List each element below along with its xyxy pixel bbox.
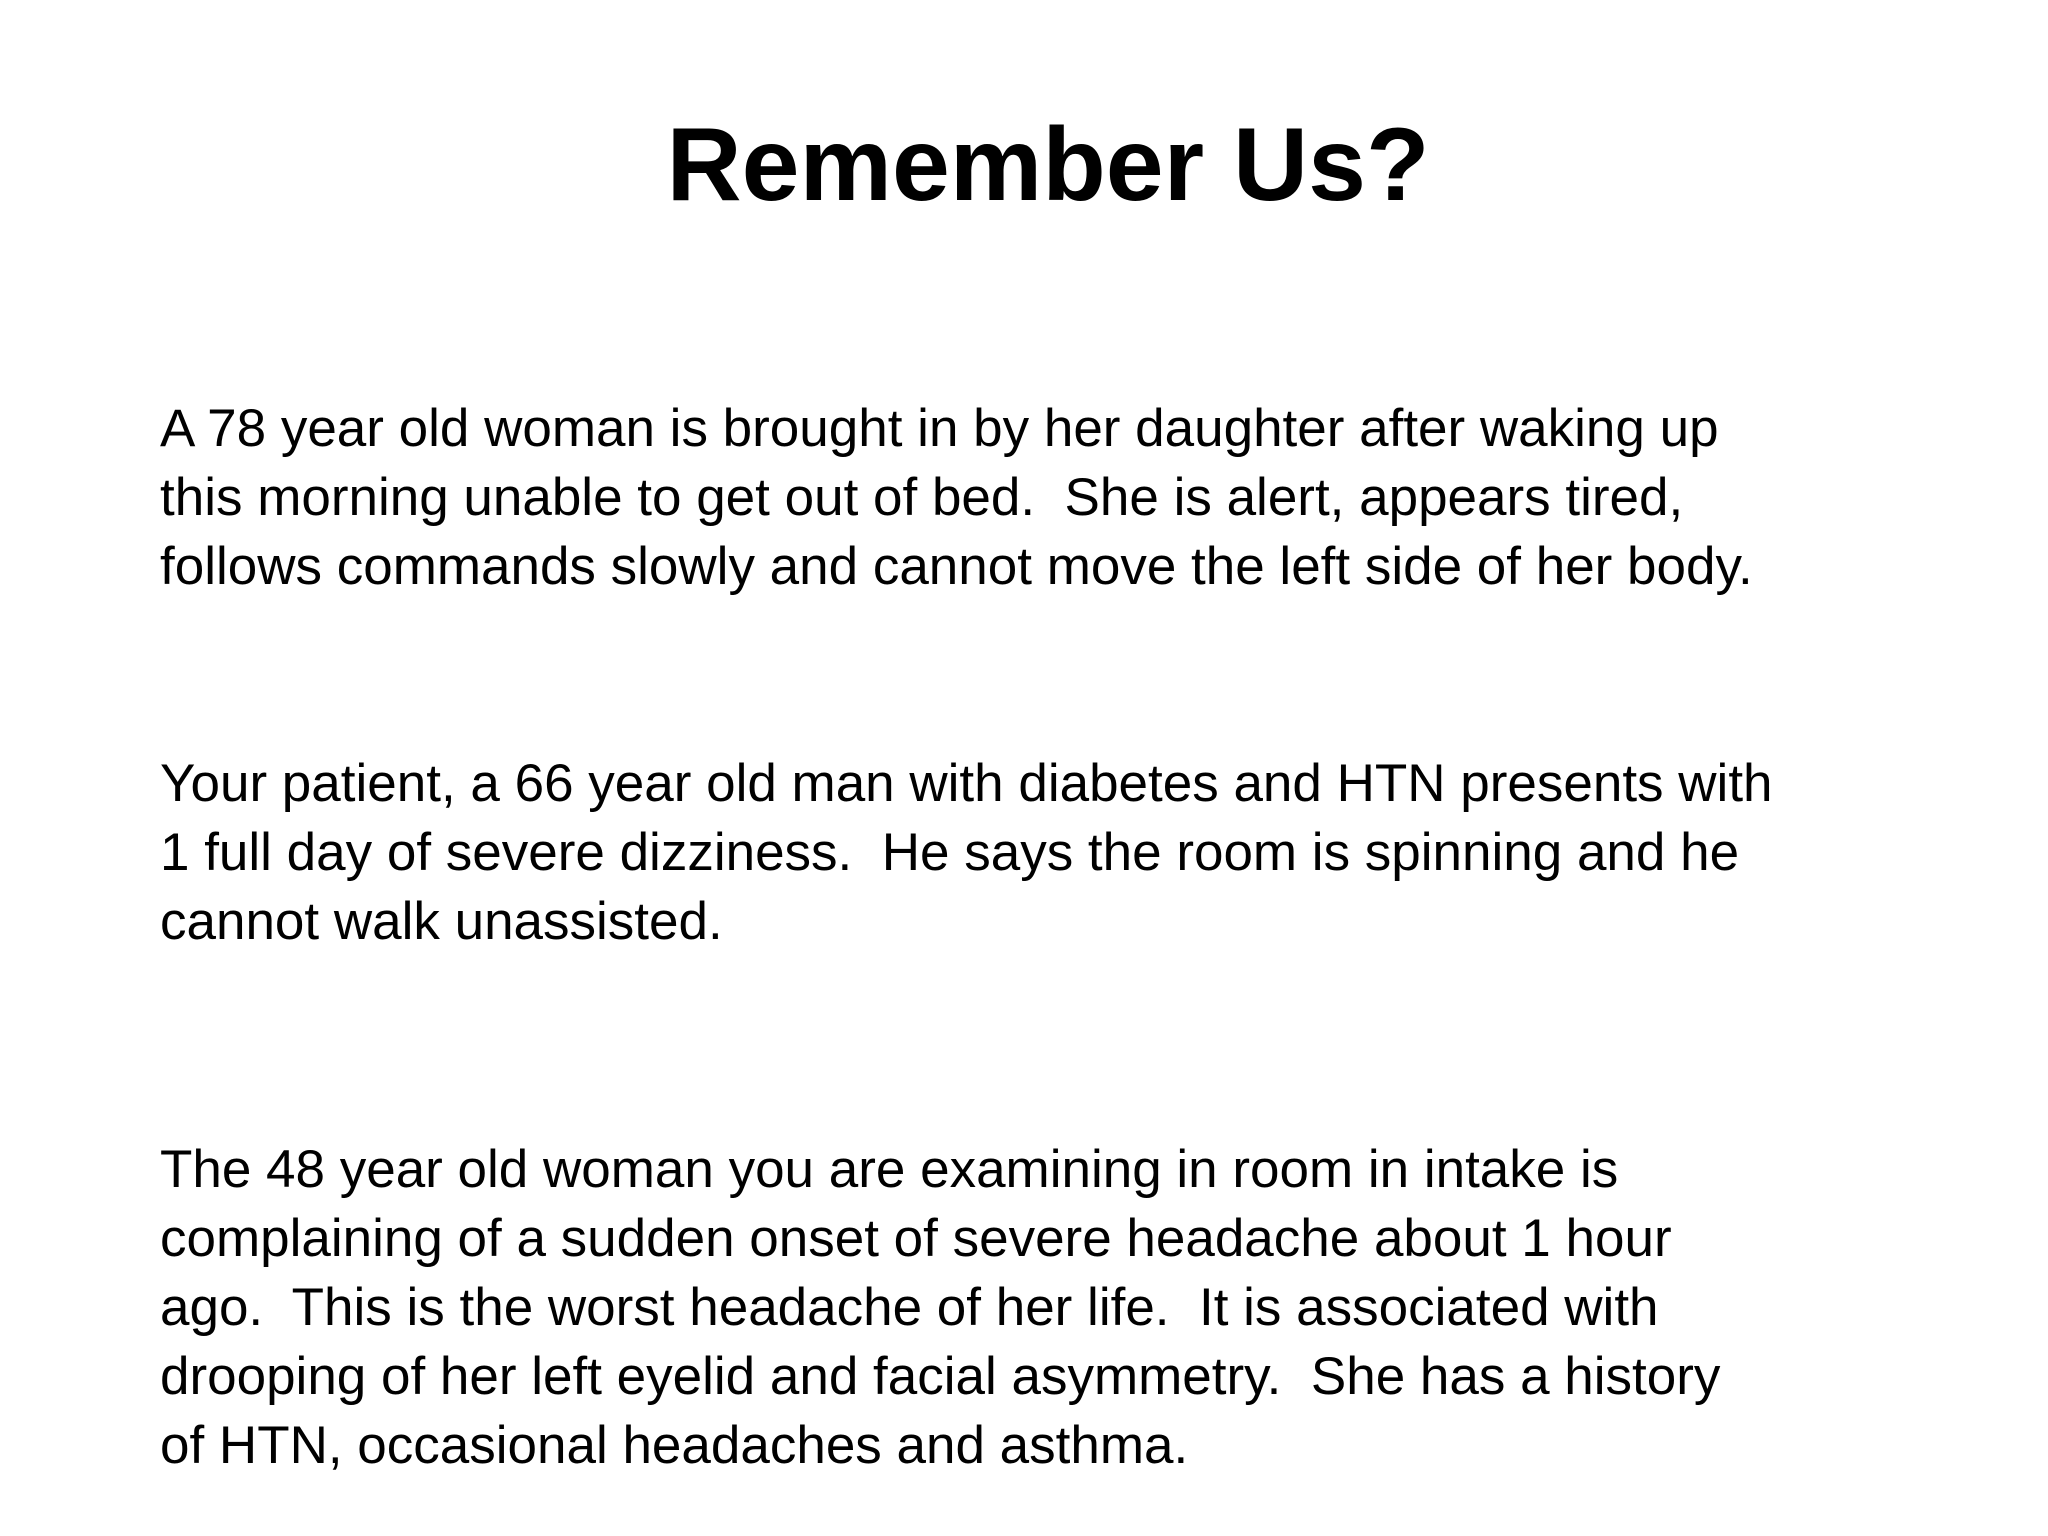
case-1-line-3: follows commands slowly and cannot move the left side of her body. — [160, 537, 1753, 596]
case-3-line-3: ago. This is the worst headache of her life. It is associated with — [160, 1278, 1659, 1337]
case-3-line-5: of HTN, occasional headaches and asthma. — [160, 1416, 1189, 1475]
case-paragraph-1 — [160, 394, 1950, 601]
slide-title: Remember Us? — [666, 107, 1430, 223]
case-2-line-3: cannot walk unassisted. — [160, 892, 723, 951]
case-paragraph-2 — [160, 749, 1950, 956]
case-1-line-1: A 78 year old woman is brought in by her daughter after waking up — [160, 399, 1719, 458]
case-3-line-2: complaining of a sudden onset of severe headache about 1 hour — [160, 1209, 1672, 1268]
case-1-line-2: this morning unable to get out of bed. She is alert, appears tired, — [160, 468, 1684, 527]
case-3-line-4: drooping of her left eyelid and facial asymmetry. She has a history — [160, 1347, 1721, 1406]
case-2-line-2: 1 full day of severe dizziness. He says the room is spinning and he — [160, 823, 1740, 882]
case-paragraph-3 — [160, 1135, 1950, 1480]
case-2-line-1: Your patient, a 66 year old man with diabetes and HTN presents with — [160, 754, 1773, 813]
case-3-line-1: The 48 year old woman you are examining in room in intake is — [160, 1140, 1619, 1199]
